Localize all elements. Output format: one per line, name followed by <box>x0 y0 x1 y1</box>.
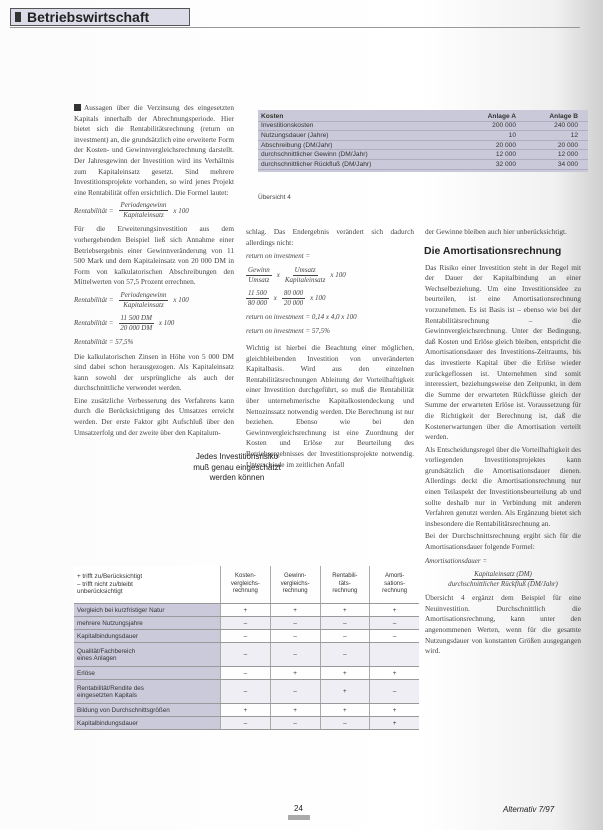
column-1 <box>74 103 234 440</box>
table-cell: 20 000 <box>495 141 516 149</box>
table-cell: 32 000 <box>495 160 516 168</box>
row-label-line: eingesetzten Kapitals <box>77 691 137 699</box>
table-cell: durchschnittlicher Gewinn (DM/Jahr) <box>261 151 368 159</box>
section-heading: Die Amortisationsrechnung <box>424 244 562 257</box>
formula-rentabilitaet <box>74 201 234 220</box>
table-header <box>220 566 270 603</box>
denominator: 80 000 <box>247 298 267 307</box>
numerator: 11 500 <box>248 288 267 297</box>
table-header-row <box>258 112 588 122</box>
formula-roi <box>246 266 414 285</box>
table-cell: – <box>220 717 270 729</box>
header-line: vergleichs- <box>280 580 310 587</box>
table-cell: Abschreibung (DM/Jahr) <box>261 141 333 149</box>
formula-label: Rentabilität = <box>74 206 114 215</box>
formula-amortisation <box>425 570 581 589</box>
legend-cell <box>74 566 220 603</box>
row-label: Kapitalbindungsdauer <box>74 717 220 729</box>
page-number: 24 <box>294 804 303 813</box>
table-cell: – <box>320 617 370 629</box>
table-cell: + <box>320 667 370 679</box>
pull-quote-line: werden können <box>209 473 265 482</box>
table-cell: – <box>220 630 270 642</box>
column-3 <box>425 227 581 659</box>
formula-roi-values <box>246 289 414 308</box>
paragraph: Eine zusätzliche Verbesserung des Verfahrens kann durch die Berücksichtigung des Umsatzes erreicht werden. Der erste Faktor gibt Aufschluß über den Umsatzerfolg und der zweite über den Kapitalum- <box>74 395 234 437</box>
table-header-row <box>74 566 419 604</box>
fraction <box>246 289 269 308</box>
fraction <box>119 314 154 333</box>
times-sign: x <box>273 293 277 302</box>
numerator: Periodengewinn <box>120 201 167 210</box>
formula-roi-label <box>246 251 414 262</box>
paragraph: schlag. Das Endergebnis verändert sich dadurch allerdings nicht: <box>246 227 414 247</box>
column-2 <box>246 227 414 472</box>
pull-quote-line: Jedes Investitionsrisiko <box>195 452 279 461</box>
denominator: Kapitaleinsatz <box>123 300 164 309</box>
numerator: 11 500 DM <box>120 313 152 322</box>
row-label <box>74 680 220 703</box>
table-cell: 240 000 <box>554 122 578 130</box>
denominator: 20 000 DM <box>120 323 153 332</box>
legend-line: unberücksichtigt <box>77 588 123 596</box>
comparison-table <box>258 110 588 172</box>
fraction <box>246 266 272 285</box>
table-cell: – <box>320 717 370 729</box>
table-header: Kosten <box>261 112 284 120</box>
table-header <box>369 566 419 603</box>
header-line: täts- <box>339 580 351 587</box>
paragraph: Das Risiko einer Investition steht in der Regel mit der Dauer der Kapitalbindung an einer Wechselbeziehung. Um eine Investitionsidee zu beurteilen, ist eine Amortisationsrechnung vorzunehmen. Es ist Basis ist – ebenso wie bei der Rentabilitätsrechnung – die Gewinnvergleichsrechnung. Unter der Bedingung, daß Kosten und Erlöse gleich bleiben, entspricht die Amortisationsdauer des Investitions-Zeitraums, bis das investierte Kapital über die Erlöse wieder zurückgeflossen ist. Unternehmen sind somit interessiert, beziehungsweise den Zeitpunkt, in dem die Summe der erwarteten Rückflüsse gleich der Summe der erwarteten Erlöse ist. Voraussetzung für die Richtigkeit der Berechnung ist, daß die Kostenerwartungen über die Amortisation verteilt werden. <box>425 262 581 442</box>
denominator: Umsatz <box>248 275 270 284</box>
table-caption: Übersicht 4 <box>258 194 291 201</box>
header-line: Amorti- <box>384 573 405 580</box>
table-cell: – <box>270 717 320 729</box>
table-row <box>74 717 419 730</box>
table-cell: + <box>320 704 370 716</box>
table-row <box>74 680 419 704</box>
method-comparison-table <box>74 566 419 730</box>
table-row <box>74 704 419 717</box>
pull-quote <box>178 452 296 484</box>
formula-tail: x 100 <box>158 319 175 328</box>
paragraph: Bei der Durchschnittsrechnung ergibt sich für die Amortisationsdauer folgende Formel: <box>425 531 581 552</box>
table-cell: – <box>320 630 370 642</box>
times-sign: x <box>276 270 280 279</box>
header-line: rechnung <box>332 588 358 595</box>
formula-rentabilitaet-3 <box>74 314 234 333</box>
table-row <box>74 604 419 617</box>
row-label: Erlöse <box>74 667 220 679</box>
numerator: Gewinn <box>248 265 270 274</box>
table-header <box>320 566 370 603</box>
table-cell: 200 000 <box>492 122 516 130</box>
formula-label: Amortisationsdauer = <box>425 556 488 565</box>
table-cell: + <box>369 704 419 716</box>
table-cell: 34 000 <box>557 160 578 168</box>
formula-label: Rentabilität = <box>74 296 114 305</box>
table-cell: – <box>270 617 320 629</box>
paragraph: der Gewinne bleiben auch hier unberücksichtigt. <box>425 227 567 236</box>
header-marker <box>15 12 21 22</box>
table-cell: + <box>369 717 419 729</box>
table-cell: + <box>220 704 270 716</box>
table-row <box>258 141 588 151</box>
row-label: Vergleich bei kurzfristiger Natur <box>74 604 220 616</box>
table-cell: durchschnittlicher Rückfluß (DM/Jahr) <box>261 160 372 168</box>
row-label: Bildung von Durchschnittsgrößen <box>74 704 220 716</box>
table-header: Anlage B <box>549 112 578 120</box>
table-cell: + <box>270 604 320 616</box>
numerator: Umsatz <box>294 265 316 274</box>
formula-tail: x 100 <box>310 293 326 302</box>
row-label <box>74 643 220 666</box>
table-row <box>74 630 419 643</box>
table-row <box>258 122 588 132</box>
table-row <box>74 643 419 667</box>
legend-line: + trifft zu/Berücksichtigt <box>77 573 143 581</box>
paragraph: Die kalkulatorischen Zinsen in Höhe von 5 000 DM sind dabei schon herausgezogen. Als Kapitaleinsatz kann sowohl der ursprüngliche als auch der durchschnittliche verwendet werden. <box>74 351 234 393</box>
fraction <box>282 289 305 308</box>
formula-result-text: Rentabilität = 57,5% <box>74 337 134 346</box>
table-row <box>258 150 588 160</box>
table-cell: 12 000 <box>495 151 516 159</box>
table-row <box>258 160 588 170</box>
row-label: Kapitalbindungsdauer <box>74 630 220 642</box>
header-line: rechnung <box>282 588 308 595</box>
formula-roi-line4 <box>246 326 414 337</box>
header-rule <box>10 27 580 28</box>
row-label-line: Rentabilität/Rendite des <box>77 684 144 692</box>
row-label-line: Qualität/Fachbereich <box>77 647 136 655</box>
table-header: Anlage A <box>487 112 516 120</box>
table-header <box>270 566 320 603</box>
formula-result <box>74 337 234 348</box>
table-cell: 12 000 <box>557 151 578 159</box>
table-cell: – <box>320 643 370 666</box>
paragraph-text: Aussagen über die Verzinsung des eingesetzten Kapitals innerhalb der Abrechnungsperiode. Hier bietet sich die Rentabilitätsrechnung (return on investment) an, die grundsätzlich eine erweiterte Form der Kosten- und Gewinnvergleichsrechnung darstellt. Der Jahresgewinn der Investition wird ins Verhältnis zum Kapitaleinsatz gesetzt. Sind mehrere Investitionsprojekte vorhanden, so wird jenes Projekt eine Rentabilität offen ersichtlich. Die Formel lautet: <box>74 103 234 197</box>
header-line: vergleichs- <box>230 580 260 587</box>
table-cell: 10 <box>508 131 516 139</box>
formula-amortisation-label <box>425 556 581 567</box>
legend-line: – trifft nicht zu/bleibt <box>77 580 133 588</box>
table-cell: + <box>270 704 320 716</box>
header-line: Gewinn- <box>283 573 307 580</box>
paragraph: Als Entscheidungsregel über die Vorteilhaftigkeit des vorliegenden Investitionsprojektes kann grundsätzlich die Amortisationsdauer dienen. Allerdings deckt die Amortisationsrechnung nur einen Teilaspekt der Investitionsbeurteilung ab und sollte deshalb nur in Verbindung mit anderen Verfahren genutzt werden. Als Ergänzung bietet sich insbesondere die Rentabilitätsrechnung an. <box>425 444 581 528</box>
formula-tail: x 100 <box>330 270 346 279</box>
table-cell: + <box>369 604 419 616</box>
denominator: Kapitaleinsatz <box>123 211 164 220</box>
section-title: Betriebswirtschaft <box>27 9 150 25</box>
table-row <box>74 667 419 680</box>
table-cell: – <box>220 680 270 703</box>
table-cell: + <box>320 680 370 703</box>
table-cell: + <box>369 667 419 679</box>
denominator: 20 000 <box>283 298 304 307</box>
header-line: sations- <box>384 580 406 587</box>
formula-label: return on investment = <box>246 252 311 261</box>
formula-text: return on investment = 57,5% <box>246 327 330 336</box>
formula-tail: x 100 <box>173 206 189 215</box>
table-cell: – <box>220 617 270 629</box>
square-bullet-icon <box>74 104 81 111</box>
fraction <box>285 266 325 285</box>
table-cell: + <box>320 604 370 616</box>
page-number-bar <box>288 815 310 820</box>
numerator: Periodengewinn <box>120 290 167 299</box>
header-line: rechnung <box>382 588 408 595</box>
table-cell: – <box>369 617 419 629</box>
table-cell: Investitionskosten <box>261 122 314 130</box>
fraction <box>119 291 169 310</box>
table-cell: – <box>369 630 419 642</box>
row-label-line: eines Anlagen <box>77 654 117 662</box>
formula-roi-line3 <box>246 312 414 323</box>
fraction <box>448 570 558 589</box>
header-line: Rentabili- <box>332 573 358 580</box>
header-line: Kosten- <box>235 573 256 580</box>
paragraph: Für die Erweiterungsinvestition aus dem vorhergehenden Beispiel ließ sich Annahme einer Betriebsergebnis einer Gewinnveränderung von 11 500 Mark und dem Kapitaleinsatz von 20 000 DM in Form von kalkulatorischen Abschreibungen den Mittelwerten von 57,5 Prozent errechnen. <box>74 224 234 287</box>
denominator: Kapitaleinsatz <box>284 275 326 284</box>
table-row <box>74 617 419 630</box>
header-bar <box>10 8 190 26</box>
table-cell: – <box>270 680 320 703</box>
formula-rentabilitaet-2 <box>74 291 234 310</box>
table-row <box>258 131 588 141</box>
table-cell: – <box>369 680 419 703</box>
table-cell: Nutzungsdauer (Jahre) <box>261 131 329 139</box>
formula-label: Rentabilität = <box>74 319 114 328</box>
table-cell: 20 000 <box>557 141 578 149</box>
formula-tail: x 100 <box>173 296 189 305</box>
table-cell: + <box>270 667 320 679</box>
table-cell: – <box>220 667 270 679</box>
denominator: durchschnittlicher Rückfluß (DM/Jahr) <box>448 580 558 589</box>
numerator: Kapitaleinsatz (DM) <box>474 570 532 579</box>
table-cell: 12 <box>570 131 578 139</box>
paragraph: Wichtig ist hierbei die Beachtung einer möglichen, gleichbleibenden Investition von unveränderten Kapitalbasis. Wird aus den einzelnen Rentabilitätsrechnungen Ableitung der Vorteilhaftigkeit einer Investition durchgeführt, so muß die Rentabilität über unternehmerische Kapitalkostendeckung und Nettozinssatz notwendig werden. Die Berechnung ist nur beziehen. Ebenso wie bei den Gewinnvergleichsrechnung ist eine Zuordnung der Kosten und Erlöse zur Beurteilung des Betriebsergebnisses der Investitionsprojekte notwendig. Unterschiede im zeitlichen Anfall <box>246 342 414 469</box>
table-cell: – <box>220 643 270 666</box>
table-cell <box>369 643 419 666</box>
table-cell: – <box>270 643 320 666</box>
pull-quote-line: muß genau eingeschätzt <box>193 462 281 472</box>
table-cell: – <box>270 630 320 642</box>
header-line: rechnung <box>232 588 258 595</box>
table-cell: + <box>220 604 270 616</box>
paragraph <box>74 103 234 198</box>
fraction <box>119 201 169 220</box>
row-label: mehrere Nutzungsjahre <box>74 617 220 629</box>
formula-text: return on investment = 0,14 x 4,0 x 100 <box>246 312 357 321</box>
issue-label: Alternativ 7/97 <box>503 805 555 814</box>
paragraph: Übersicht 4 ergänzt dem Beispiel für eine Neuinvestition. Durchschnittlich die Amortisationsrechnung, kann unter den angenommenen Werten, wenn für die gesamte Nutzungsdauer von konstanten Größen ausgegangen wird. <box>425 593 581 656</box>
numerator: 80 000 <box>283 288 304 297</box>
